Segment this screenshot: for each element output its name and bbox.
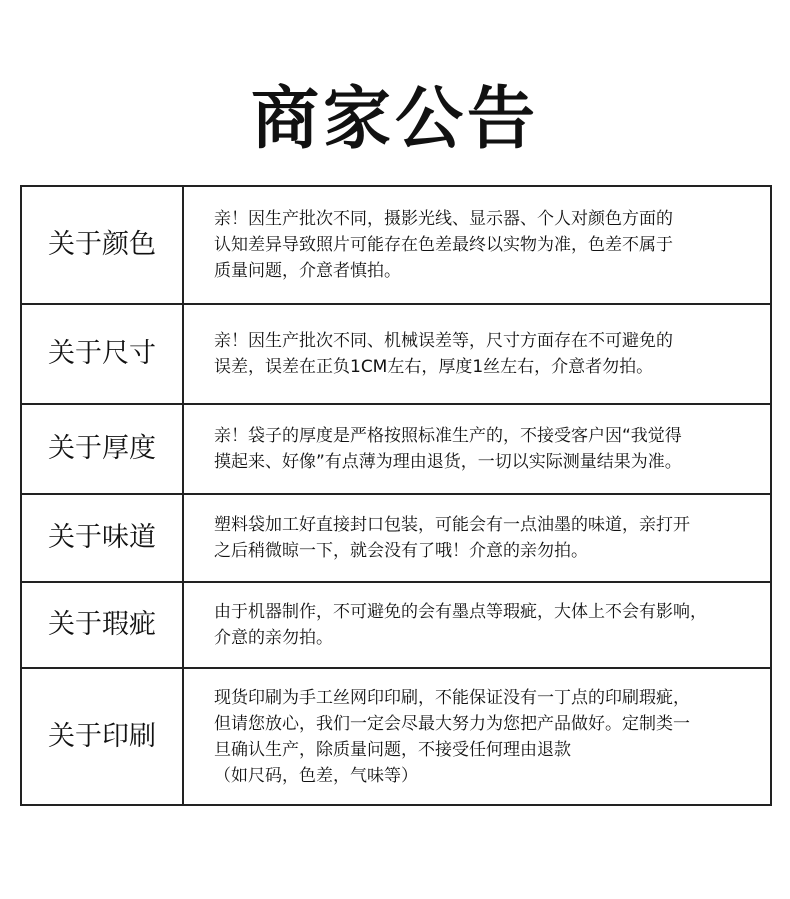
row-label: 关于尺寸	[21, 304, 183, 404]
row-content	[183, 186, 771, 304]
notice-row-color	[21, 186, 771, 304]
content-line: （如尺码，色差，气味等）	[214, 765, 418, 786]
content-line: 由于机器制作，不可避免的会有墨点等瑕疵，大体上不会有影响，	[214, 602, 707, 622]
row-label: 关于厚度	[21, 404, 183, 494]
row-label: 关于味道	[21, 494, 183, 582]
content-line: 现货印刷为手工丝网印印刷，不能保证没有一丁点的印刷瑕疵，	[214, 687, 690, 708]
content-line: 亲！因生产批次不同、机械误差等，尺寸方面存在不可避免的	[214, 331, 673, 351]
row-label: 关于印刷	[21, 668, 183, 805]
row-content	[183, 668, 771, 805]
notice-row-defects	[21, 582, 771, 668]
row-content	[183, 494, 771, 582]
notice-row-size	[21, 304, 771, 404]
content-line: 介意的亲勿拍。	[214, 628, 333, 648]
content-line: 旦确认生产，除质量问题，不接受任何理由退款	[214, 739, 571, 760]
row-content	[183, 304, 771, 404]
notice-row-printing	[21, 668, 771, 805]
notice-row-smell	[21, 494, 771, 582]
row-label: 关于瑕疵	[21, 582, 183, 668]
content-line: 之后稍微晾一下，就会没有了哦！介意的亲勿拍。	[214, 541, 588, 561]
content-line: 塑料袋加工好直接封口包装，可能会有一点油墨的味道，亲打开	[214, 515, 690, 535]
notice-table	[20, 185, 772, 806]
content-line: 摸起来、好像”有点薄为理由退货，一切以实际测量结果为准。	[214, 452, 682, 472]
row-content	[183, 582, 771, 668]
content-line: 亲！袋子的厚度是严格按照标准生产的，不接受客户因“我觉得	[214, 426, 682, 446]
page-title: 商家公告	[250, 80, 539, 159]
content-line: 质量问题，介意者慎拍。	[214, 261, 401, 281]
content-line: 但请您放心，我们一定会尽最大努力为您把产品做好。定制类一	[214, 713, 690, 734]
row-content	[183, 404, 771, 494]
content-line: 亲！因生产批次不同，摄影光线、显示器、个人对颜色方面的	[214, 209, 673, 229]
row-label: 关于颜色	[21, 186, 183, 304]
content-line: 误差，误差在正负1CM左右，厚度1丝左右，介意者勿拍。	[214, 357, 654, 377]
content-line: 认知差异导致照片可能存在色差最终以实物为准，色差不属于	[214, 235, 673, 255]
notice-row-thickness	[21, 404, 771, 494]
